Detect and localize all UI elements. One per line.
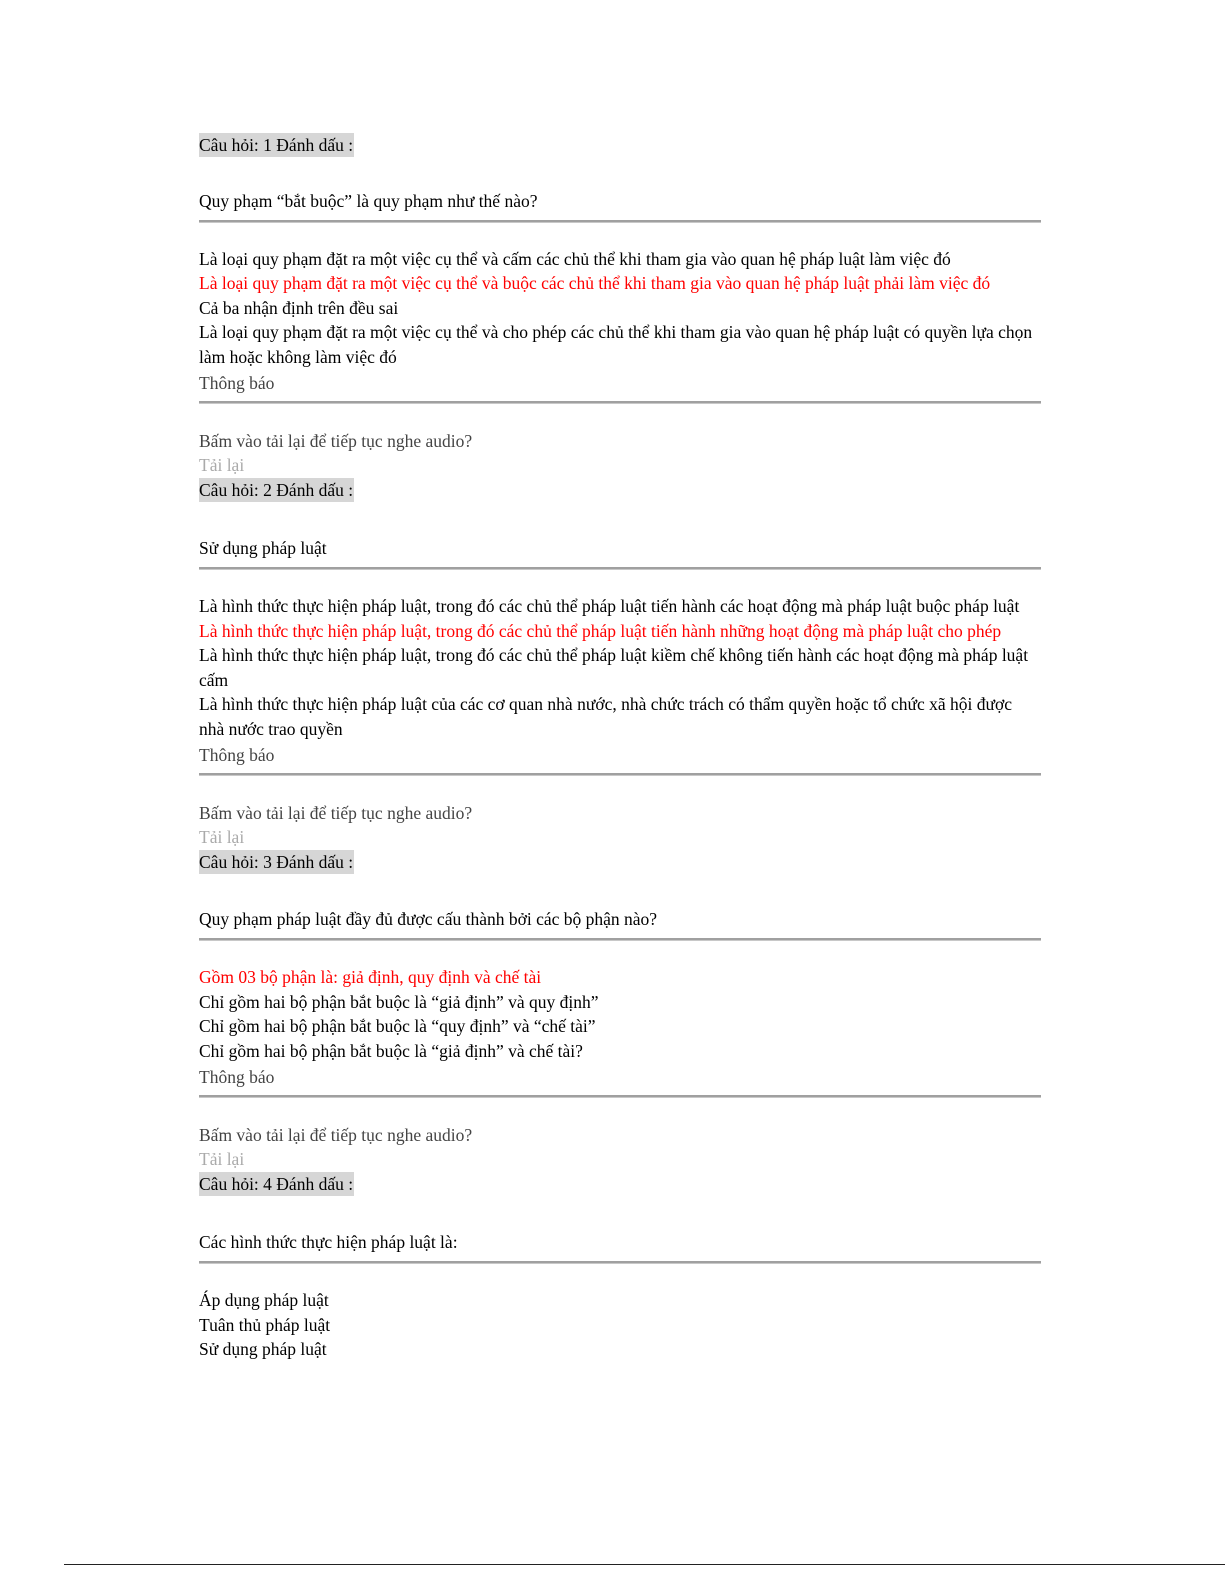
answer-list (199, 247, 1041, 370)
notify-label: Thông báo (199, 373, 275, 393)
question-header[interactable]: Câu hỏi: 2 Đánh dấu : (199, 479, 354, 500)
answer-option[interactable]: Cả ba nhận định trên đều sai (199, 297, 399, 318)
answer-list (199, 1288, 1041, 1362)
question-block-1 (199, 133, 1041, 478)
divider (199, 567, 1041, 570)
divider (199, 1095, 1041, 1098)
answer-option-correct[interactable]: Là hình thức thực hiện pháp luật, trong đó các chủ thể pháp luật tiến hành những hoạt động mà pháp luật cho phép (199, 620, 1002, 641)
answer-option[interactable]: Áp dụng pháp luật (199, 1290, 329, 1310)
question-block-3 (199, 850, 1041, 1172)
question-header[interactable]: Câu hỏi: 1 Đánh dấu : (199, 135, 354, 155)
divider (199, 938, 1041, 941)
divider (199, 220, 1041, 223)
notify-label: Thông báo (199, 745, 275, 765)
reload-link[interactable]: Tải lại (199, 1149, 245, 1169)
question-text: Các hình thức thực hiện pháp luật là: (199, 1232, 458, 1252)
answer-option[interactable]: Là loại quy phạm đặt ra một việc cụ thể và cấm các chủ thể khi tham gia vào quan hệ pháp luật làm việc đó (199, 248, 951, 269)
answer-option[interactable]: Là loại quy phạm đặt ra một việc cụ thể và cho phép các chủ thể khi tham gia vào quan hệ pháp luật có quyền lựa chọn làm hoặc không làm việc đó (199, 322, 1033, 367)
divider (199, 773, 1041, 776)
answer-option[interactable]: Là hình thức thực hiện pháp luật, trong đó các chủ thể pháp luật tiến hành các hoạt động mà pháp luật buộc pháp luật (199, 596, 1020, 616)
answer-option[interactable]: Chỉ gồm hai bộ phận bắt buộc là “giả định” và quy định” (199, 991, 599, 1012)
divider (199, 401, 1041, 404)
answer-list (199, 965, 1041, 1063)
answer-option-correct[interactable]: Gồm 03 bộ phận là: giả định, quy định và chế tài (199, 967, 542, 987)
answer-option[interactable]: Tuân thủ pháp luật (199, 1314, 331, 1335)
answer-option-correct[interactable]: Là loại quy phạm đặt ra một việc cụ thể và buộc các chủ thể khi tham gia vào quan hệ pháp luật phải làm việc đó (199, 273, 991, 293)
page-bottom-divider (64, 1564, 1225, 1565)
question-text: Sử dụng pháp luật (199, 538, 327, 558)
answer-option[interactable]: Là hình thức thực hiện pháp luật, trong đó các chủ thể pháp luật kiềm chế không tiến hành các hoạt động mà pháp luật cấm (199, 645, 1029, 690)
answer-option[interactable]: Chỉ gồm hai bộ phận bắt buộc là “quy định” và “chế tài” (199, 1016, 596, 1036)
answer-list (199, 594, 1041, 741)
audio-prompt: Bấm vào tải lại để tiếp tục nghe audio? (199, 1124, 473, 1145)
audio-prompt: Bấm vào tải lại để tiếp tục nghe audio? (199, 802, 473, 823)
answer-option[interactable]: Là hình thức thực hiện pháp luật của các cơ quan nhà nước, nhà chức trách có thẩm quyền hoặc tổ chức xã hội được nhà nước trao quyền (199, 694, 1013, 739)
answer-option[interactable]: Chỉ gồm hai bộ phận bắt buộc là “giả định” và chế tài? (199, 1040, 583, 1061)
answer-option[interactable]: Sử dụng pháp luật (199, 1339, 327, 1359)
question-header[interactable]: Câu hỏi: 3 Đánh dấu : (199, 851, 354, 872)
divider (199, 1261, 1041, 1264)
reload-link[interactable]: Tải lại (199, 455, 245, 475)
notify-label: Thông báo (199, 1067, 275, 1087)
question-block-4 (199, 1172, 1041, 1362)
question-header[interactable]: Câu hỏi: 4 Đánh dấu : (199, 1173, 354, 1194)
quiz-page (199, 133, 1041, 1362)
audio-prompt: Bấm vào tải lại để tiếp tục nghe audio? (199, 430, 473, 451)
question-text: Quy phạm pháp luật đầy đủ được cấu thành bởi các bộ phận nào? (199, 909, 658, 929)
question-text: Quy phạm “bắt buộc” là quy phạm như thế nào? (199, 190, 538, 211)
reload-link[interactable]: Tải lại (199, 827, 245, 847)
question-block-2 (199, 478, 1041, 850)
